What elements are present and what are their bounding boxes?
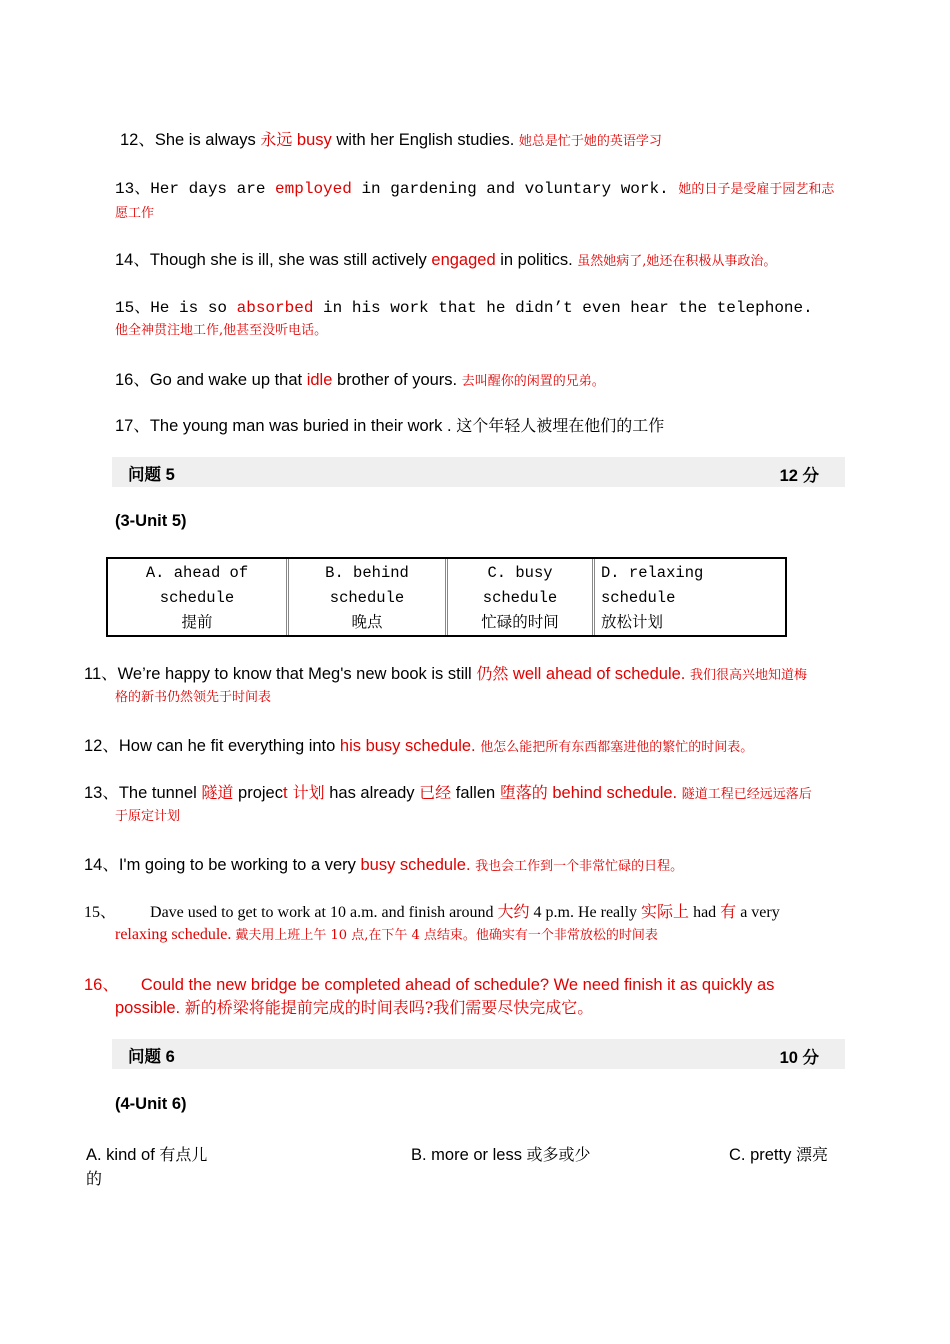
sentence-text: 16、Go and wake up that <box>115 371 307 389</box>
translation: 他全神贯注地工作,他甚至没听电话。 <box>115 323 328 338</box>
sentence-text: 15、He is so <box>115 299 237 317</box>
sentence-16 <box>115 366 605 390</box>
highlight-text: idle <box>306 371 333 389</box>
q5-sentence-12: 12、How can he fit everything into his busy schedule. 他怎么能把所有东西都塞进他的繁忙的时间表。 <box>84 737 754 755</box>
translation-continued: 愿工作 <box>115 206 155 221</box>
q5-sentence-16-line2: possible. 新的桥梁将能提前完成的时间表吗?我们需要尽快完成它。 <box>115 998 594 1017</box>
translation: 她的日子是受雇于园艺和志 <box>678 182 835 197</box>
sentence-12 <box>120 126 662 150</box>
unit-label: (3-Unit 5) <box>115 512 187 530</box>
question-title: 问题 5 <box>128 466 175 484</box>
sentence-17 <box>115 412 664 436</box>
sentence-15 <box>115 294 813 317</box>
q5-sentence-14: 14、I'm going to be working to a very busy schedule. 我也会工作到一个非常忙碌的日程。 <box>84 856 684 874</box>
option-a: A. ahead of schedule 提前 <box>108 559 289 635</box>
sentence-text: in politics. <box>495 251 573 269</box>
sentence-text: 12、She is always <box>120 131 261 149</box>
question-title: 问题 6 <box>128 1048 175 1066</box>
sentence-text: 13、Her days are <box>115 180 276 198</box>
options-table <box>106 557 787 637</box>
question-5-header <box>112 457 845 487</box>
translation: 这个年轻人被埋在他们的工作 <box>456 416 665 435</box>
translation: 他怎么能把所有东西都塞进他的繁忙的时间表。 <box>480 740 754 755</box>
question-score: 12 分 <box>779 467 819 485</box>
unit-label: (4-Unit 6) <box>115 1095 187 1113</box>
highlight-text: employed <box>275 180 352 198</box>
sentence-text: with her English studies. <box>331 131 515 149</box>
translation: 隧道工程已经远远落后 <box>681 787 812 802</box>
q6-option-c: C. pretty 漂亮 <box>729 1145 828 1164</box>
question-6-header <box>112 1039 845 1069</box>
q6-option-a: A. kind of 有点儿 <box>86 1145 208 1164</box>
translation-continued: 于原定计划 <box>115 809 181 824</box>
translation-continued: 格的新书仍然领先于时间表 <box>115 690 272 705</box>
highlight-text: engaged <box>431 251 496 269</box>
translation: 虽然她病了,她还在积极从事政治。 <box>577 254 777 269</box>
q5-sentence-15-line2: relaxing schedule. 戴夫用上班上午 10 点,在下午 4 点结束。他确实有一个非常放松的时间表 <box>115 926 658 943</box>
q5-sentence-16: 16、 Could the new bridge be completed ahead of schedule? We need finish it as quickly as <box>84 976 775 994</box>
sentence-text: in his work that he didn’t even hear the telephone. <box>313 299 813 317</box>
sentence-14 <box>115 246 776 270</box>
sentence-text: 14、Though she is ill, she was still actively <box>115 251 432 269</box>
q5-sentence-11: 11、We’re happy to know that Meg's new book is still 仍然 well ahead of schedule. 我们很高兴地知道梅 <box>84 664 807 683</box>
option-d: D. relaxing schedule 放松计划 <box>601 564 704 631</box>
option-b: B. behind schedule 晚点 <box>289 559 448 635</box>
q6-option-b: B. more or less 或多或少 <box>411 1145 591 1164</box>
translation: 去叫醒你的闲置的兄弟。 <box>461 374 605 389</box>
translation: 她总是忙于她的英语学习 <box>518 134 662 149</box>
highlight-text: 永远 <box>260 130 293 149</box>
sentence-text: in gardening and voluntary work. <box>351 180 669 198</box>
sentence-13 <box>115 175 834 198</box>
translation: 新的桥梁将能提前完成的时间表吗?我们需要尽快完成它。 <box>184 998 594 1017</box>
highlight-text: absorbed <box>236 299 314 317</box>
highlight-text: busy <box>292 131 332 149</box>
translation: 戴夫用上班上午 10 点,在下午 4 点结束。他确实有一个非常放松的时间表 <box>235 928 658 943</box>
translation: 我们很高兴地知道梅 <box>689 668 807 683</box>
translation: 我也会工作到一个非常忙碌的日程。 <box>475 859 684 874</box>
option-c: C. busy schedule 忙碌的时间 <box>448 559 595 635</box>
sentence-text: brother of yours. <box>332 371 458 389</box>
q5-sentence-13: 13、The tunnel 隧道 project 计划 has already 已经 fallen 堕落的 behind schedule. 隧道工程已经远远落后 <box>84 783 812 802</box>
q6-option-a-continued: 的 <box>86 1169 103 1188</box>
q5-sentence-15: 15、 Dave used to get to work at 10 a.m. and finish around 大约 4 p.m. He really 实际上 had 有 a very <box>84 902 780 921</box>
sentence-text: 17、The young man was buried in their work . <box>115 417 452 435</box>
question-score: 10 分 <box>779 1049 819 1067</box>
